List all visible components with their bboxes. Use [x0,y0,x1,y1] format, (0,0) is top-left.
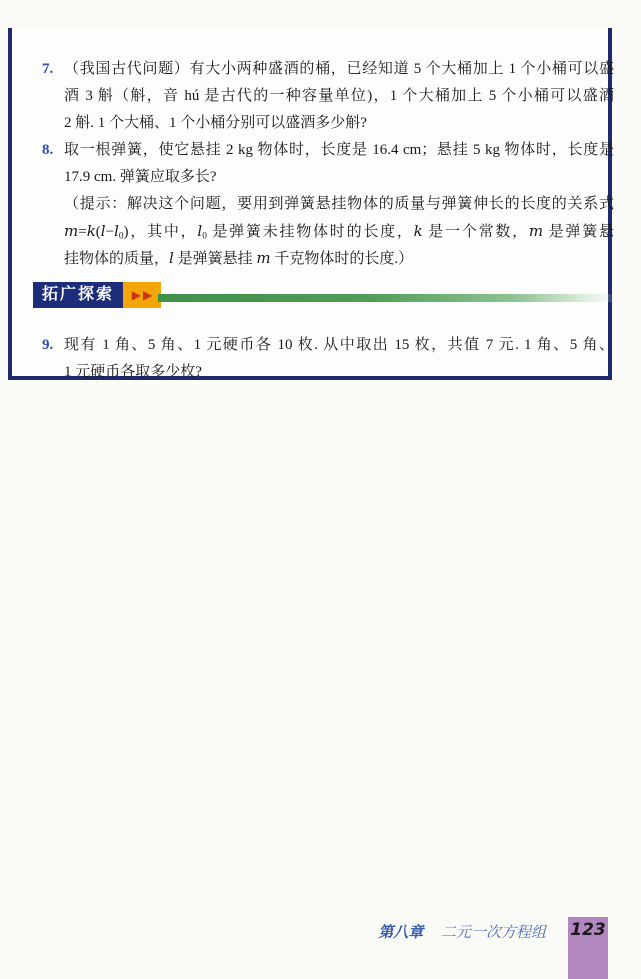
problem [42,332,614,386]
page-footer [0,921,546,942]
chapter-label: 第八章 [378,925,424,941]
problems-bottom [42,332,614,386]
chapter-title: 二元一次方程组 [440,925,546,941]
problem-line: 酒 3 斛（斛，音 hú 是古代的一种容量单位)，1 个大桶加上 5 个小桶可以盛酒 [64,88,614,104]
problem-line: 挂物体的质量，l 是弹簧悬挂 m 千克物体时的长度.） [64,249,414,267]
problem-line: 2 斛. 1 个大桶、1 个小桶分别可以盛酒多少斛? [64,115,367,131]
problem [42,56,614,137]
problem-line: 现有 1 角、5 角、1 元硬币各 10 枚. 从中取出 15 枚，共值 7 元. 1 角、5 角、 [64,337,614,353]
problem-number: 8. [42,142,54,158]
section-banner-title: 拓广探索 [33,282,123,308]
problem-line: $m=k(l-l_0)$，其中，$l_0$ 是弹簧未挂物体时的长度，k 是一个常数，m 是弹簧悬 [64,222,614,242]
problem-number: 7. [42,61,54,77]
page-number-box [568,917,608,979]
problem [42,137,614,272]
exercise-box [8,28,612,380]
problem-line: 17.9 cm. 弹簧应取多长? [64,169,217,185]
section-banner [33,282,161,308]
problem-lines [64,137,614,272]
section-banner-green-bar [158,294,616,302]
problem-number: 9. [42,337,54,353]
problem-lines [64,332,614,386]
page-number: 123 [570,920,606,940]
arrow-box [123,282,161,308]
play-arrow-icon: ▶ [131,288,142,302]
problems-top [42,56,614,272]
problem-lines [64,56,614,137]
problem-line: （我国古代问题）有大小两种盛酒的桶，已经知道 5 个大桶加上 1 个小桶可以盛 [64,61,614,77]
problem-line: （提示：解决这个问题，要用到弹簧悬挂物体的质量与弹簧伸长的长度的关系式 [64,196,614,212]
play-arrow-icon: ▶ [143,288,153,302]
problem-line: 取一根弹簧，使它悬挂 2 kg 物体时，长度是 16.4 cm；悬挂 5 kg 物体时，长度是 [64,142,614,158]
problem-line: 1 元硬币各取多少枚? [64,364,202,380]
